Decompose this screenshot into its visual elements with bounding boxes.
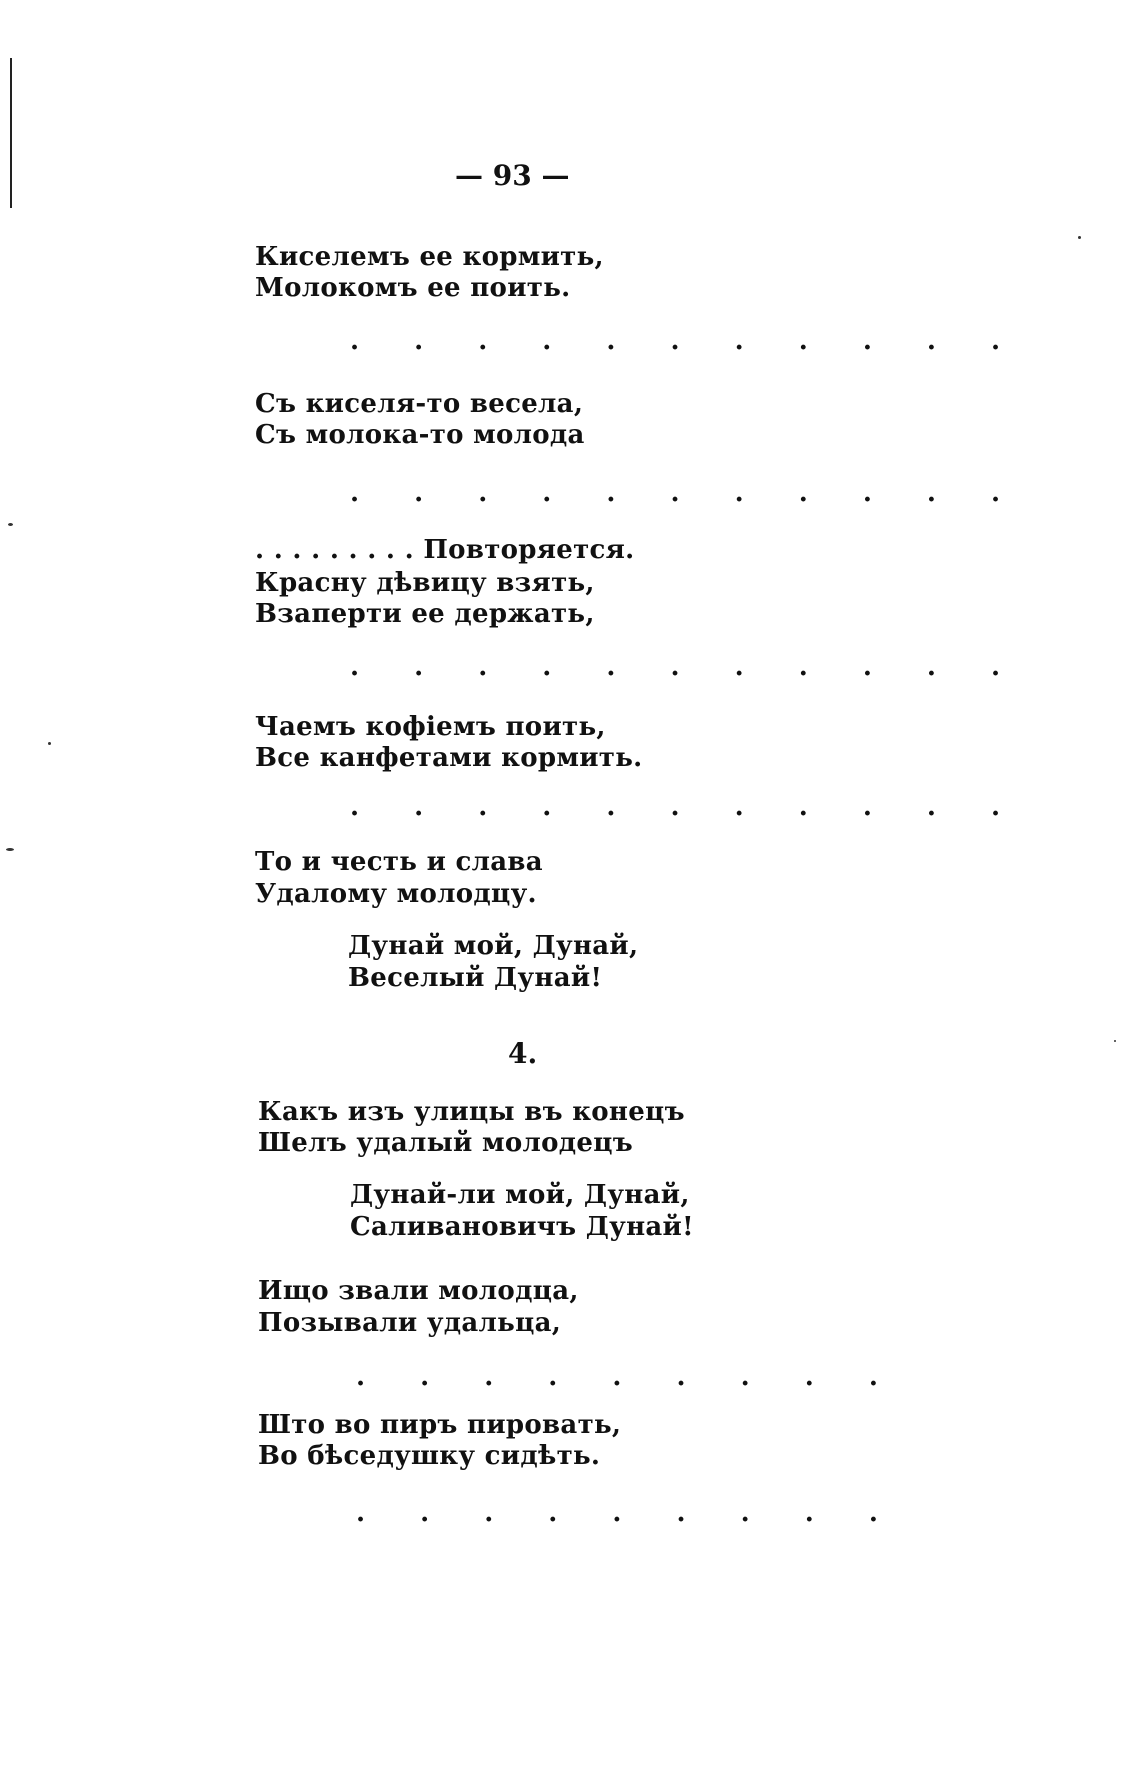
ellipsis-row: . . . . . . . . . (356, 1498, 901, 1528)
verse-line: Ищо звали молодца, (258, 1276, 579, 1306)
speck (48, 742, 51, 745)
verse-line: Што во пиръ пировать, (258, 1410, 622, 1440)
verse-line: Красну дѣвицу взять, (255, 568, 595, 598)
verse-line: Киселемъ ее кормить, (255, 242, 604, 272)
verse-line: То и честь и слава (255, 847, 543, 877)
verse-line: Во бѣседушку сидѣть. (258, 1441, 601, 1471)
refrain-line: Веселый Дунай! (348, 963, 603, 993)
ellipsis-row: . . . . . . . . . (356, 1362, 901, 1392)
speck (1078, 236, 1081, 239)
page-number: — 93 — (455, 159, 570, 192)
verse-line: Все канфетами кормить. (255, 743, 643, 773)
ellipsis-row: . . . . . . . . . . . (350, 792, 1024, 822)
verse-line: Чаемъ кофіемъ поить, (255, 712, 606, 742)
refrain-line: Дунай-ли мой, Дунай, (350, 1180, 690, 1210)
refrain-line: Дунай мой, Дунай, (348, 931, 639, 961)
verse-line: Какъ изъ улицы въ конецъ (258, 1097, 685, 1127)
ellipsis-row: . . . . . . . . . . . (350, 326, 1024, 356)
verse-line: Шелъ удалый молодецъ (258, 1128, 634, 1158)
verse-line: Позывали удальца, (258, 1308, 562, 1338)
speck (1114, 1040, 1116, 1042)
repeat-line: . . . . . . . . . Повторяется. (255, 535, 635, 565)
verse-line: Съ киселя-то весела, (255, 389, 584, 419)
ellipsis-row: . . . . . . . . . . . (350, 652, 1024, 682)
speck (6, 848, 14, 851)
verse-line: Съ молока-то молода (255, 420, 585, 450)
verse-line: Взаперти ее держать, (255, 599, 595, 629)
verse-line: Удалому молодцу. (255, 879, 537, 909)
margin-rule (10, 58, 12, 208)
speck (8, 523, 13, 526)
verse-line: Молокомъ ее поить. (255, 273, 571, 303)
section-number: 4. (508, 1037, 538, 1070)
ellipsis-row: . . . . . . . . . . . (350, 478, 1024, 508)
refrain-line: Саливановичъ Дунай! (350, 1212, 694, 1242)
